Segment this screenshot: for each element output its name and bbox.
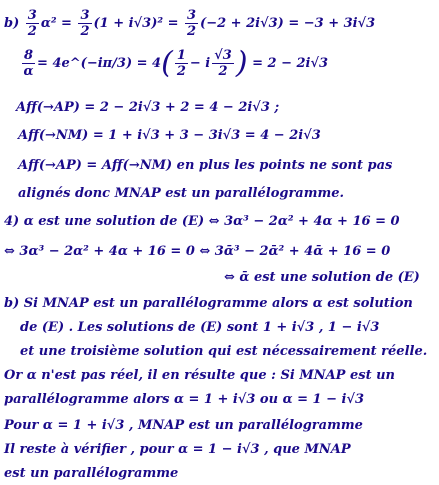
fraction-b: $\frac{3}{2}$: [80, 8, 90, 39]
expr-b: (1 + i√3)² =: [93, 16, 179, 31]
expr-exp: = 4e^(−iπ/3) = 4: [37, 56, 162, 71]
line-17: est un parallélogramme: [4, 466, 179, 481]
line-15: Pour α = 1 + i√3 , MNAP est un parallélogramme: [4, 418, 363, 433]
line-01: [4, 8, 375, 39]
line-04: Aff(→NM) = 1 + i√3 + 3 − 3i√3 = 4 − 2i√3: [18, 128, 321, 143]
item-label: b): [4, 16, 20, 31]
fraction-half: $\frac{1}{2}$: [176, 48, 186, 79]
expr-c: (−2 + 2i√3) = −3 + 3i√3: [200, 16, 376, 31]
line-12: et une troisième solution qui est nécessairement réelle.: [20, 344, 428, 359]
line-13: Or α n'est pas réel, il en résulte que : Si MNAP est un: [4, 368, 396, 383]
line-10: b) Si MNAP est un parallélogramme alors α est solution: [4, 296, 413, 311]
line-07: 4) α est une solution de (E) ⇔ 3α³ − 2α² + 4α + 16 = 0: [4, 214, 400, 229]
line-05: Aff(→AP) = Aff(→NM) en plus les points ne sont pas: [18, 158, 393, 173]
line-14: parallélogramme alors α = 1 + i√3 ou α = 1 − i√3: [4, 392, 365, 407]
line-03: Aff(→AP) = 2 − 2i√3 + 2 = 4 − 2i√3 ;: [16, 100, 280, 115]
fraction-8-over-alpha: $\frac{8}{\alpha}$: [23, 48, 34, 79]
expr-result: = 2 − 2i√3: [252, 56, 329, 71]
line-06: alignés donc MNAP est un parallélogramme.: [18, 186, 345, 201]
line-09: ⇔ ᾱ est une solution de (E): [224, 270, 420, 285]
line-02: $\frac{8}{\alpha}$ = 4e^(−iπ/3) = 4( $\frac{1}{2}$ − i $\frac{√3}{2}$ ) = 2 − 2i√3: [23, 45, 329, 81]
line-08: ⇔ 3α³ − 2α² + 4α + 16 = 0 ⇔ 3ᾱ³ − 2ᾱ² + 4ᾱ + 16 = 0: [4, 244, 391, 259]
expr-a: α² =: [40, 16, 72, 31]
fraction-c: $\frac{3}{2}$: [187, 8, 197, 39]
fraction-root3-half: $\frac{√3}{2}$: [214, 48, 232, 79]
line-11: de (E) . Les solutions de (E) sont 1 + i√3 , 1 − i√3: [20, 320, 380, 335]
fraction-a: $\frac{3}{2}$: [27, 8, 37, 39]
line-16: Il reste à vérifier , pour α = 1 − i√3 , que MNAP: [4, 442, 351, 457]
